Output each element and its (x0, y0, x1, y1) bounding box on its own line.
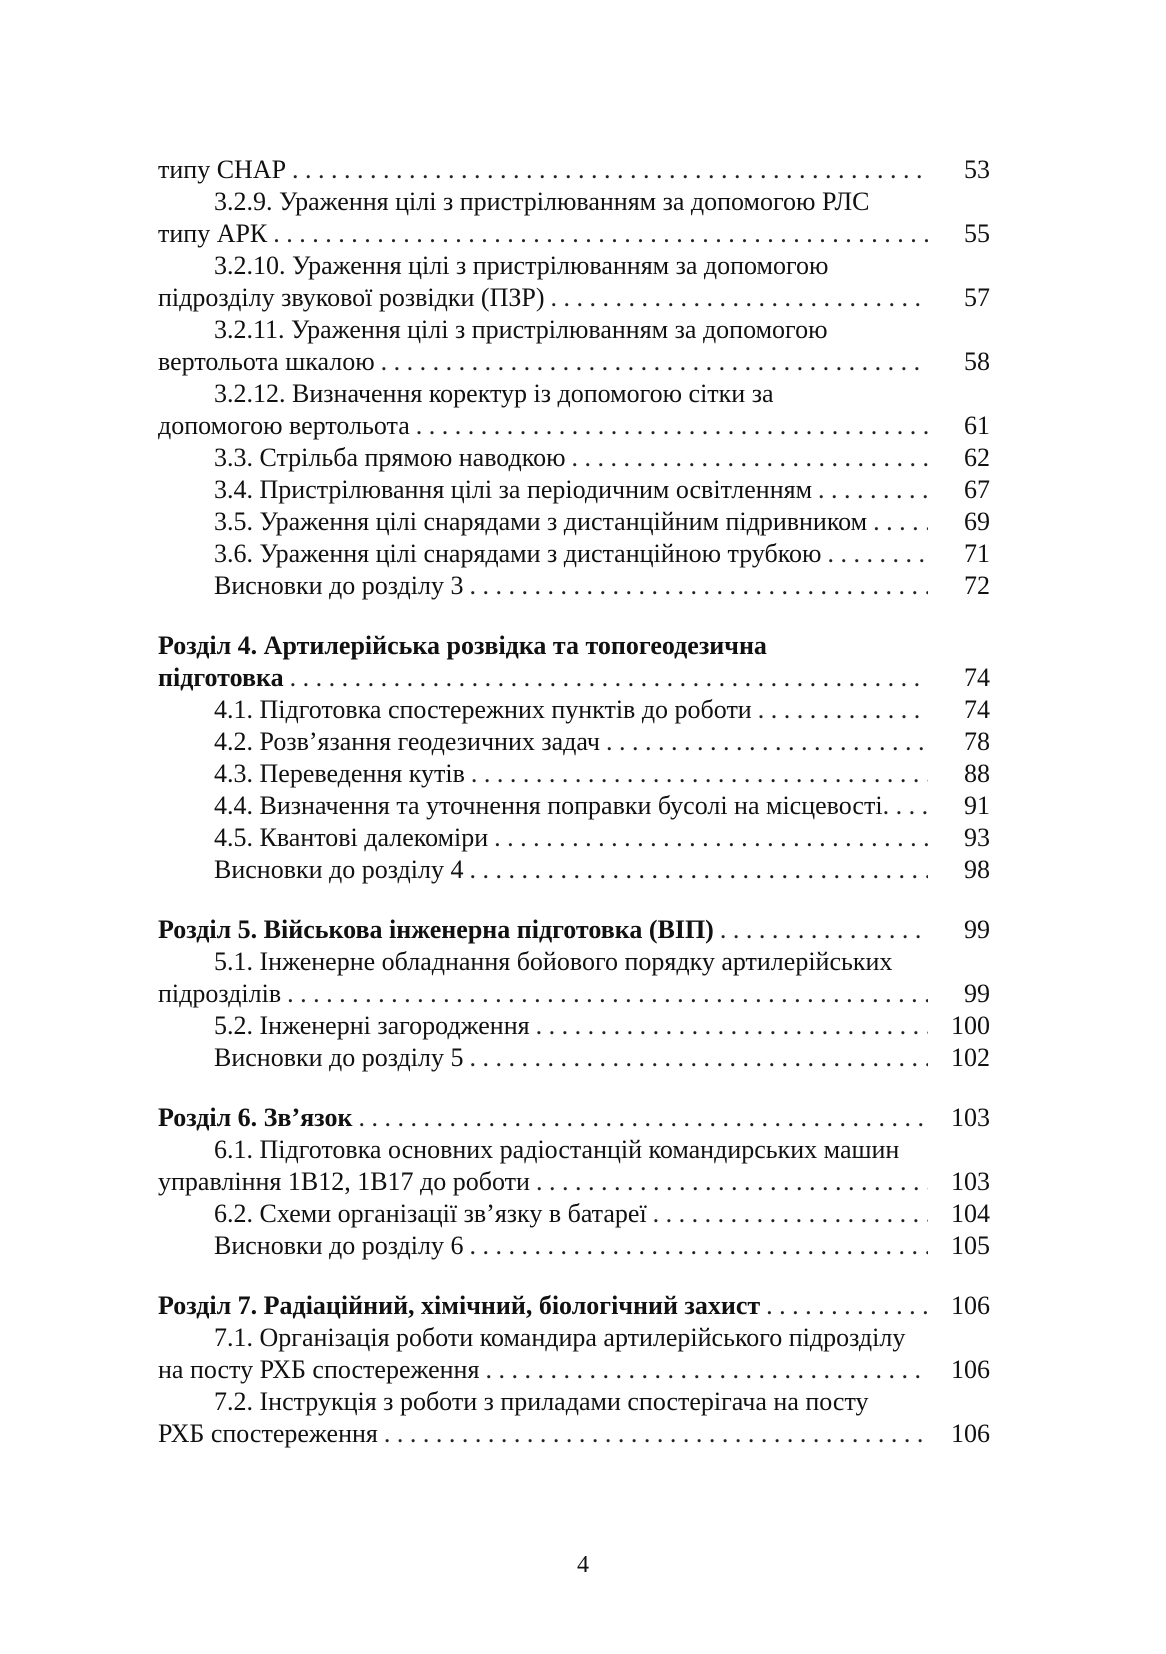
toc-entry-page: 104 (951, 1199, 990, 1228)
toc-entry-title: управління 1В12, 1В17 до роботи (158, 1167, 530, 1196)
toc-entry-title: 4.3. Переведення кутів (214, 759, 465, 788)
toc-entry-title: 4.5. Квантові далекоміри (214, 823, 489, 852)
toc-entry-title: 3.4. Пристрілювання цілі за періодичним освітленням (214, 475, 813, 504)
toc-entry-page: 93 (964, 823, 990, 852)
toc-entry-title: 7.2. Інструкція з роботи з приладами спостерігача на посту (214, 1387, 869, 1416)
section-heading: Розділ 4. Артилерійська розвідка та топогеодезична (158, 631, 767, 660)
toc-entry-page: 67 (964, 475, 990, 504)
toc-entry-title: 3.2.12. Визначення коректур із допомогою сітки за (214, 379, 774, 408)
toc-entry (158, 726, 990, 758)
toc-entry (158, 694, 990, 726)
toc-entry-page: 99 (964, 915, 990, 944)
leader-dots (485, 1354, 928, 1386)
toc-entry-page: 106 (951, 1419, 990, 1448)
toc-entry-page: 53 (964, 155, 990, 184)
toc-entry-page: 74 (964, 695, 990, 724)
leader-dots (384, 1418, 928, 1450)
toc-entry-page: 55 (964, 219, 990, 248)
toc-entry-page: 100 (951, 1011, 990, 1040)
toc-entry (158, 346, 990, 378)
section-heading: Розділ 5. Військова інженерна підготовка (ВІП) (158, 915, 714, 944)
toc-entry-page: 71 (964, 539, 990, 568)
section-heading: Розділ 6. Зв’язок (158, 1103, 353, 1132)
toc-entry-title: Висновки до розділу 5 (214, 1043, 464, 1072)
section-gap (158, 602, 990, 630)
toc-entry-page: 88 (964, 759, 990, 788)
toc-entry-page: 78 (964, 727, 990, 756)
toc-entry (158, 1102, 990, 1134)
toc-entry (158, 474, 990, 506)
toc-entry (158, 218, 990, 250)
section-gap (158, 886, 990, 914)
toc-entry (158, 1166, 990, 1198)
toc-entry-title: на посту РХБ спостереження (158, 1355, 480, 1384)
leader-dots (766, 1290, 928, 1322)
leader-dots (470, 1230, 929, 1262)
section-heading: Розділ 7. Радіаційний, хімічний, біологічний захист (158, 1291, 761, 1320)
toc-entry (158, 758, 990, 790)
leader-dots (358, 1102, 928, 1134)
toc-entry-title: РХБ спостереження (158, 1419, 378, 1448)
toc-entry-title: типу СНАР (158, 155, 287, 184)
toc-entry-page: 103 (951, 1103, 990, 1132)
toc-entry (158, 822, 990, 854)
toc-entry-title: 4.2. Розв’язання геодезичних задач (214, 727, 600, 756)
toc-entry-page: 103 (951, 1167, 990, 1196)
toc-entry (158, 506, 990, 538)
toc-entry-title: допомогою вертольота (158, 411, 410, 440)
toc-entry (158, 538, 990, 570)
toc-entry-title: 6.1. Підготовка основних радіостанцій командирських машин (214, 1135, 900, 1164)
toc-entry-title: 3.2.11. Ураження цілі з пристрілюванням за допомогою (214, 315, 828, 344)
toc-entry (158, 1230, 990, 1262)
toc-entry (158, 790, 990, 822)
leader-dots (653, 1198, 928, 1230)
leader-dots (292, 154, 928, 186)
toc-entry-title: 3.2.10. Ураження цілі з пристрілюванням за допомогою (214, 251, 829, 280)
toc-entry-title: підрозділу звукової розвідки (ПЗР) (158, 283, 545, 312)
leader-dots (470, 570, 929, 602)
leader-dots (883, 790, 934, 822)
toc-entry (158, 410, 990, 442)
leader-dots (273, 218, 928, 250)
toc-entry (158, 1418, 990, 1450)
toc-entry-title: Висновки до розділу 6 (214, 1231, 464, 1260)
toc-entry-page: 74 (964, 663, 990, 692)
toc-entry (158, 570, 990, 602)
leader-dots (572, 442, 928, 474)
toc-entry-title: 4.4. Визначення та уточнення поправки бусолі на місцевості (214, 791, 883, 820)
leader-dots (536, 1010, 928, 1042)
leader-dots (536, 1166, 928, 1198)
toc-entry-page: 99 (964, 979, 990, 1008)
leader-dots (720, 914, 928, 946)
leader-dots (758, 694, 928, 726)
section-gap (158, 1074, 990, 1102)
leader-dots (494, 822, 928, 854)
leader-dots (818, 474, 928, 506)
toc-entry-title: 3.6. Ураження цілі снарядами з дистанційною трубкою (214, 539, 822, 568)
toc-entry-page: 62 (964, 443, 990, 472)
toc-entry-title: 3.2.9. Ураження цілі з пристрілюванням за допомогою РЛС (214, 187, 870, 216)
leader-dots (381, 346, 928, 378)
toc-entry (158, 1010, 990, 1042)
toc-entry (158, 1290, 990, 1322)
toc-entry (158, 282, 990, 314)
toc-entry (158, 442, 990, 474)
leader-dots (471, 758, 928, 790)
leader-dots (606, 726, 928, 758)
toc-entry (158, 154, 990, 186)
leader-dots (287, 978, 928, 1010)
toc-entry-title: 5.1. Інженерне обладнання бойового порядку артилерійських (214, 947, 893, 976)
toc-entry-page: 98 (964, 855, 990, 884)
toc-entry-page: 58 (964, 347, 990, 376)
toc-entry-title: Висновки до розділу 3 (214, 571, 464, 600)
toc-entry-page: 72 (964, 571, 990, 600)
toc-entry-page: 106 (951, 1355, 990, 1384)
toc-entry (158, 914, 990, 946)
page-number: 4 (577, 1552, 589, 1578)
toc-entry-title: 4.1. Підготовка спостережних пунктів до роботи (214, 695, 752, 724)
table-of-contents (158, 154, 990, 1450)
leader-dots (416, 410, 928, 442)
toc-entry (158, 978, 990, 1010)
toc-entry-page: 69 (964, 507, 990, 536)
toc-entry (158, 662, 990, 694)
toc-entry-page: 61 (964, 411, 990, 440)
leader-dots (551, 282, 928, 314)
toc-entry-title: 7.1. Організація роботи командира артилерійського підрозділу (214, 1323, 906, 1352)
toc-entry-page: 102 (951, 1043, 990, 1072)
toc-entry-page: 106 (951, 1291, 990, 1320)
leader-dots (873, 506, 928, 538)
toc-entry-page: 91 (964, 791, 990, 820)
toc-entry-page: 105 (951, 1231, 990, 1260)
toc-entry-title: 5.2. Інженерні загородження (214, 1011, 530, 1040)
toc-entry (158, 1354, 990, 1386)
toc-entry-title: підрозділів (158, 979, 282, 1008)
toc-entry-page: 57 (964, 283, 990, 312)
leader-dots (470, 1042, 929, 1074)
leader-dots (290, 662, 928, 694)
toc-entry-title: типу АРК (158, 219, 268, 248)
leader-dots (470, 854, 929, 886)
toc-entry (158, 854, 990, 886)
toc-entry-title: вертольота шкалою (158, 347, 375, 376)
toc-entry (158, 1042, 990, 1074)
leader-dots (827, 538, 928, 570)
toc-entry-title: Висновки до розділу 4 (214, 855, 464, 884)
toc-entry-title: 6.2. Схеми організації зв’язку в батареї (214, 1199, 647, 1228)
toc-entry (158, 1198, 990, 1230)
section-gap (158, 1262, 990, 1290)
toc-entry-title: 3.5. Ураження цілі снарядами з дистанційним підривником (214, 507, 868, 536)
toc-entry-title: підготовка (158, 663, 284, 692)
toc-entry-title: 3.3. Стрільба прямою наводкою (214, 443, 566, 472)
